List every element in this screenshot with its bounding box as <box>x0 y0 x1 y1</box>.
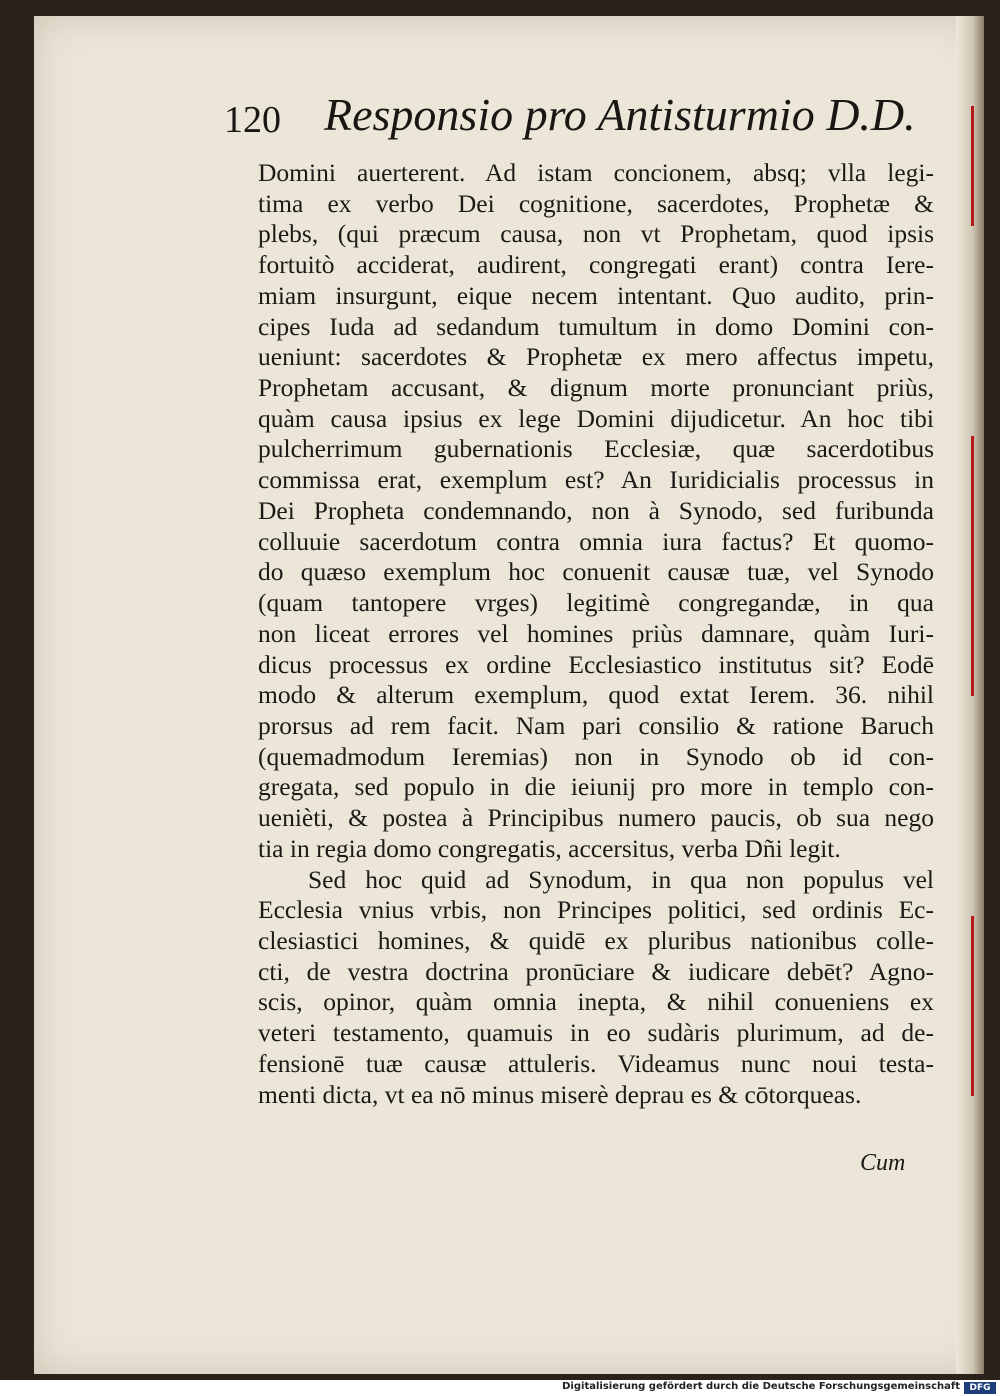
text-line: fensionē tuæ causæ attuleris. Videamus nunc noui testa- <box>258 1048 934 1078</box>
text-line: Sed hoc quid ad Synodum, in qua non populus vel <box>308 864 934 894</box>
body-text <box>258 158 934 1110</box>
page-edge <box>956 16 984 1374</box>
text-line: veteri testamento, quamuis in eo sudàris plurimum, ad de- <box>258 1018 934 1048</box>
footer-credit: Digitalisierung gefördert durch die Deutsche Forschungsgemeinschaft <box>562 1381 960 1392</box>
text-line: plebs, (qui præcum causa, non vt Prophetam, quod ipsis <box>258 219 934 249</box>
text-line: modo & alterum exemplum, quod extat Ierem. 36. nihil <box>258 680 934 710</box>
page-number: 120 <box>224 99 281 141</box>
text-line: (quam tantopere vrges) legitimè congregandæ, in qua <box>258 588 934 618</box>
text-line: do quæso exemplum hoc conuenit causæ tuæ, vel Synodo <box>258 557 934 587</box>
text-line: pulcherrimum gubernationis Ecclesiæ, quæ sacerdotibus <box>258 434 934 464</box>
page-edge-mark <box>971 916 974 1096</box>
text-line: ueniunt: sacerdotes & Prophetæ ex mero affectus impetu, <box>258 342 934 372</box>
page-header <box>224 88 916 158</box>
text-line: uenièti, & postea à Principibus numero paucis, ob sua nego <box>258 803 934 833</box>
text-line: miam insurgunt, eique necem intentant. Quo audito, prin- <box>258 280 934 310</box>
text-line: dicus processus ex ordine Ecclesiastico institutus sit? Eodē <box>258 649 934 679</box>
text-line: commissa erat, exemplum est? An Iuridicialis processus in <box>258 465 934 495</box>
catchword: Cum <box>860 1150 906 1176</box>
text-line: Dei Propheta condemnando, non à Synodo, sed furibunda <box>258 495 934 525</box>
text-line: cti, de vestra doctrina pronūciare & iudicare debēt? Agno- <box>258 956 934 986</box>
text-line: cipes Iuda ad sedandum tumultum in domo Domini con- <box>258 311 934 341</box>
text-line: Domini auerterent. Ad istam concionem, absq; vlla legi- <box>258 158 934 187</box>
text-line: gregata, sed populo in die ieiunij pro more in templo con- <box>258 772 934 802</box>
page-edge-mark <box>971 436 974 696</box>
text-line: tima ex verbo Dei cognitione, sacerdotes, Prophetæ & <box>258 188 934 218</box>
text-line: clesiastici homines, & quidē ex pluribus nationibus colle- <box>258 925 934 955</box>
text-line: (quemadmodum Ieremias) non in Synodo ob id con- <box>258 741 934 771</box>
text-line: Ecclesia vnius vrbis, non Principes politici, sed ordinis Ec- <box>258 895 934 925</box>
text-line: colluuie sacerdotum contra omnia iura factus? Et quomo- <box>258 526 934 556</box>
text-line: fortuitò acciderat, audirent, congregati erant) contra Iere- <box>258 250 934 280</box>
text-line: menti dicta, vt ea nō minus miserè deprau es & cōtorqueas. <box>258 1079 862 1109</box>
footer-bar <box>0 1380 1000 1396</box>
text-line: prorsus ad rem facit. Nam pari consilio & ratione Baruch <box>258 710 934 740</box>
page-edge-mark <box>971 106 974 226</box>
text-line: non liceat errores vel homines priùs damnare, quàm Iuri- <box>258 618 934 648</box>
text-line: tia in regia domo congregatis, accersitus, verba Dñi legit. <box>258 833 841 863</box>
running-title: Responsio pro Antisturmio D.D. <box>324 89 916 140</box>
text-line: quàm causa ipsius ex lege Domini dijudicetur. An hoc tibi <box>258 403 934 433</box>
text-line: Prophetam accusant, & dignum morte pronunciant priùs, <box>258 373 934 403</box>
text-line: scis, opinor, quàm omnia inepta, & nihil conueniens ex <box>258 987 934 1017</box>
dfg-logo: DFG <box>964 1382 996 1394</box>
